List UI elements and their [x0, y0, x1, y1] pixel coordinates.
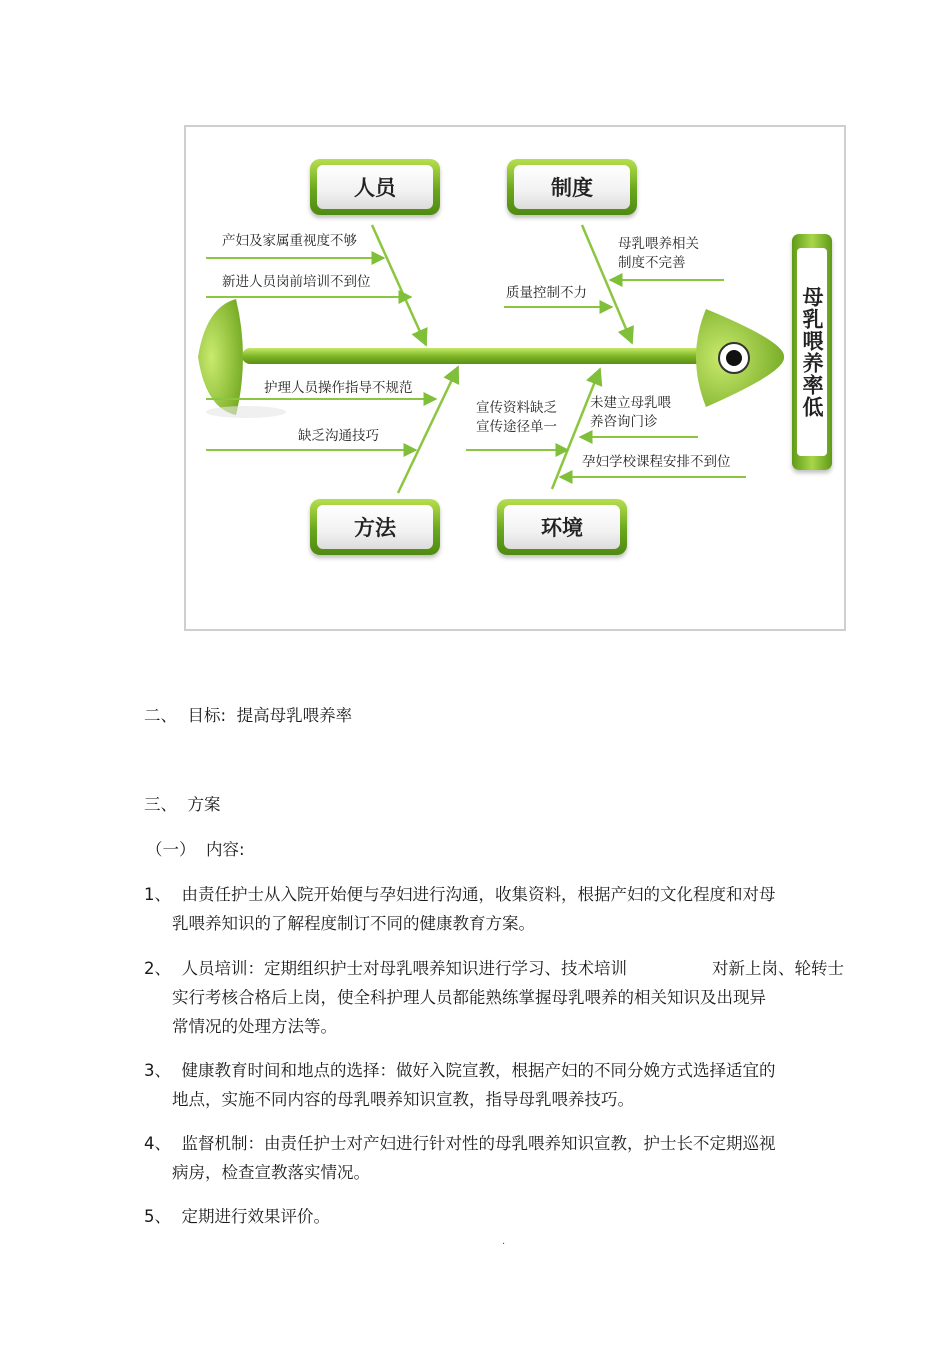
- list-item-2-cont-1: 实行考核合格后上岗，使全科护理人员都能熟练掌握母乳喂养的相关知识及出现异: [172, 988, 766, 1007]
- cause-personnel-1: 产妇及家属重视度不够: [222, 233, 357, 249]
- list-item-4: [144, 1133, 776, 1155]
- fishbone-diagram: [184, 125, 846, 631]
- list-item-1-cont: 乳喂养知识的了解程度制订不同的健康教育方案。: [172, 914, 535, 933]
- list-item-text: 由责任护士从入院开始便与孕妇进行沟通，收集资料，根据产妇的文化程度和对母: [181, 885, 776, 904]
- section2-number: 二、: [144, 706, 177, 725]
- cause-environment-2b: 养咨询门诊: [590, 414, 658, 430]
- list-item-text: 定期进行效果评价。: [181, 1207, 330, 1226]
- category-environment-label: 环境: [504, 505, 620, 549]
- list-item-2: [144, 958, 627, 980]
- list-item-3-cont: 地点，实施不同内容的母乳喂养知识宣教，指导母乳喂养技巧。: [172, 1090, 634, 1109]
- section3-sub-title: 内容:: [206, 840, 245, 859]
- category-method: [310, 499, 440, 555]
- list-item-2-tail: 对新上岗、轮转士: [712, 959, 844, 978]
- cause-system-1b: 制度不完善: [618, 255, 686, 271]
- list-item-4-cont: 病房，检查宣教落实情况。: [172, 1163, 370, 1182]
- list-item-text: 健康教育时间和地点的选择：做好入院宣教，根据产妇的不同分娩方式选择适宜的: [181, 1061, 776, 1080]
- fish-spine: [242, 348, 710, 364]
- cause-method-2: 缺乏沟通技巧: [298, 428, 379, 444]
- cause-environment-2a: 未建立母乳喂: [590, 395, 671, 411]
- cause-system-1a: 母乳喂养相关: [618, 236, 699, 252]
- page-marker: .: [502, 1236, 506, 1247]
- fish-tail: [198, 299, 243, 415]
- list-item-2-cont-2: 常情况的处理方法等。: [172, 1017, 337, 1036]
- category-environment: [497, 499, 627, 555]
- section3-number: 三、: [144, 795, 177, 814]
- section3-title: 方案: [187, 795, 221, 814]
- list-item-number: 1、: [144, 885, 171, 904]
- category-system-label: 制度: [514, 165, 630, 209]
- section3-subheading: [146, 839, 245, 861]
- section3-sub-number: （一）: [146, 840, 196, 859]
- list-item-number: 4、: [144, 1134, 171, 1153]
- list-item-3: [144, 1060, 776, 1082]
- list-item-text: 监督机制：由责任护士对产妇进行针对性的母乳喂养知识宣教，护士长不定期巡视: [181, 1134, 776, 1153]
- cause-method-1: 护理人员操作指导不规范: [264, 380, 413, 396]
- list-item-5: [144, 1206, 330, 1228]
- category-personnel: [310, 159, 440, 215]
- cause-environment-3: 孕妇学校课程安排不到位: [582, 454, 731, 470]
- list-item-number: 3、: [144, 1061, 171, 1080]
- section2-text: 提高母乳喂养率: [236, 706, 353, 725]
- section2-heading: [144, 705, 352, 727]
- cause-environment-1a: 宣传资料缺乏: [476, 400, 557, 416]
- section3-heading: [144, 794, 221, 816]
- category-personnel-label: 人员: [317, 165, 433, 209]
- effect-box: [792, 234, 832, 470]
- cause-system-2: 质量控制不力: [506, 285, 587, 301]
- effect-label: 母乳喂养率低: [797, 248, 827, 456]
- list-item-number: 5、: [144, 1207, 171, 1226]
- list-item-text: 人员培训：定期组织护士对母乳喂养知识进行学习、技术培训: [181, 959, 627, 978]
- cause-personnel-2: 新进人员岗前培训不到位: [222, 274, 371, 290]
- list-item-number: 2、: [144, 959, 171, 978]
- cause-environment-1b: 宣传途径单一: [476, 419, 557, 435]
- list-item-1: [144, 884, 776, 906]
- category-system: [507, 159, 637, 215]
- category-method-label: 方法: [317, 505, 433, 549]
- section2-label: 目标:: [187, 706, 227, 725]
